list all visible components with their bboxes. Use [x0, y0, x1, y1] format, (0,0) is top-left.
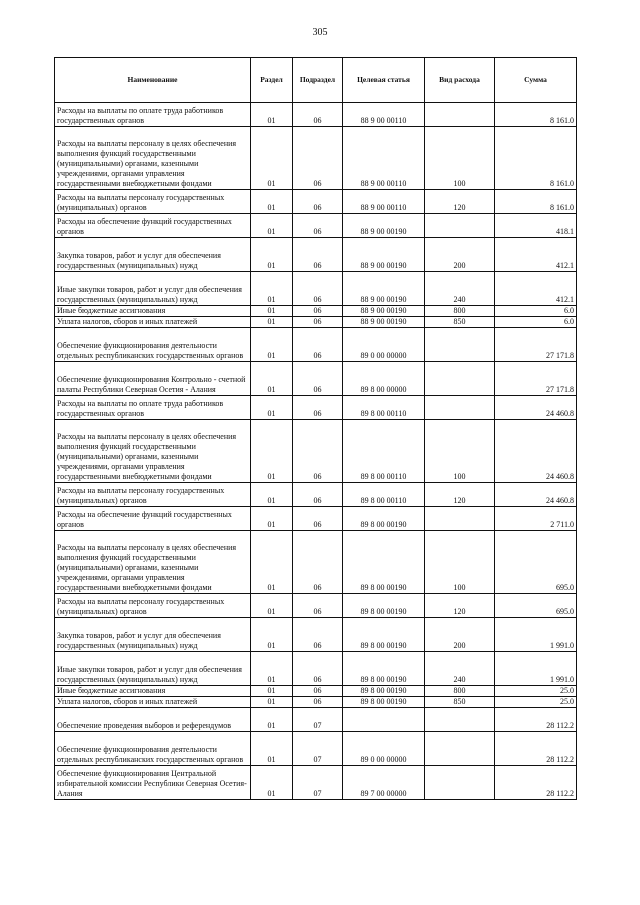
cell-summa: 27 171.8: [495, 362, 577, 396]
cell-razdel: 01: [251, 766, 293, 800]
cell-razdel: 01: [251, 272, 293, 306]
cell-summa: 412.1: [495, 238, 577, 272]
cell-vid: [425, 766, 495, 800]
cell-name: Обеспечение проведения выборов и референдумов: [55, 708, 251, 732]
table-row: [55, 483, 577, 507]
cell-statya: 88 9 00 00190: [343, 272, 425, 306]
cell-statya: 88 9 00 00190: [343, 317, 425, 328]
cell-summa: 28 112.2: [495, 732, 577, 766]
cell-statya: 89 8 00 00190: [343, 652, 425, 686]
cell-statya: 88 9 00 00110: [343, 103, 425, 127]
cell-razdel: 01: [251, 362, 293, 396]
table-row: [55, 103, 577, 127]
cell-podrazdel: 06: [293, 238, 343, 272]
cell-name: Расходы на обеспечение функций государственных органов: [55, 507, 251, 531]
cell-vid: 100: [425, 531, 495, 594]
table-row: [55, 686, 577, 697]
cell-vid: 800: [425, 306, 495, 317]
cell-name: Расходы на выплаты персоналу в целях обеспечения выполнения функций государственными (муниципальными) органами, казенными учреждениями, органами управления государственными внебюджетными фондами: [55, 420, 251, 483]
cell-summa: 6.0: [495, 306, 577, 317]
cell-statya: 89 0 00 00000: [343, 732, 425, 766]
table-row: [55, 306, 577, 317]
cell-vid: [425, 507, 495, 531]
header-name: Наименование: [55, 58, 251, 103]
cell-podrazdel: 06: [293, 306, 343, 317]
cell-razdel: 01: [251, 594, 293, 618]
cell-vid: [425, 362, 495, 396]
table-row: [55, 238, 577, 272]
cell-vid: [425, 103, 495, 127]
cell-statya: 88 9 00 00190: [343, 306, 425, 317]
cell-podrazdel: 06: [293, 697, 343, 708]
header-vid: Вид расхода: [425, 58, 495, 103]
cell-razdel: 01: [251, 708, 293, 732]
cell-podrazdel: 07: [293, 708, 343, 732]
table-row: [55, 190, 577, 214]
table-row: [55, 594, 577, 618]
cell-podrazdel: 06: [293, 618, 343, 652]
cell-summa: 6.0: [495, 317, 577, 328]
cell-vid: [425, 732, 495, 766]
cell-razdel: 01: [251, 483, 293, 507]
cell-vid: [425, 396, 495, 420]
cell-name: Расходы на выплаты персоналу в целях обеспечения выполнения функций государственными (муниципальными) органами, казенными учреждениями, органами управления государственными внебюджетными фондами: [55, 531, 251, 594]
cell-podrazdel: 06: [293, 420, 343, 483]
cell-summa: 8 161.0: [495, 103, 577, 127]
cell-podrazdel: 07: [293, 766, 343, 800]
cell-statya: 88 9 00 00110: [343, 127, 425, 190]
cell-vid: 120: [425, 594, 495, 618]
cell-name: Расходы на выплаты персоналу в целях обеспечения выполнения функций государственными (муниципальными) органами, казенными учреждениями, органами управления государственными внебюджетными фондами: [55, 127, 251, 190]
cell-podrazdel: 06: [293, 190, 343, 214]
cell-podrazdel: 06: [293, 652, 343, 686]
cell-razdel: 01: [251, 531, 293, 594]
cell-statya: 89 8 00 00110: [343, 483, 425, 507]
cell-statya: 89 8 00 00190: [343, 507, 425, 531]
cell-name: Иные бюджетные ассигнования: [55, 306, 251, 317]
cell-razdel: 01: [251, 618, 293, 652]
cell-statya: 89 8 00 00190: [343, 594, 425, 618]
cell-podrazdel: 06: [293, 127, 343, 190]
cell-podrazdel: 06: [293, 103, 343, 127]
cell-podrazdel: 07: [293, 732, 343, 766]
cell-podrazdel: 06: [293, 362, 343, 396]
cell-razdel: 01: [251, 507, 293, 531]
cell-summa: 27 171.8: [495, 328, 577, 362]
cell-summa: 24 460.8: [495, 483, 577, 507]
cell-statya: 89 0 00 00000: [343, 328, 425, 362]
cell-name: Расходы на выплаты по оплате труда работников государственных органов: [55, 396, 251, 420]
cell-name: Уплата налогов, сборов и иных платежей: [55, 317, 251, 328]
cell-podrazdel: 06: [293, 531, 343, 594]
cell-podrazdel: 06: [293, 507, 343, 531]
cell-summa: 695.0: [495, 531, 577, 594]
cell-name: Расходы на выплаты персоналу государственных (муниципальных) органов: [55, 190, 251, 214]
cell-podrazdel: 06: [293, 317, 343, 328]
table-row: [55, 618, 577, 652]
table-row: [55, 214, 577, 238]
cell-vid: 120: [425, 483, 495, 507]
cell-name: Обеспечение функционирования Контрольно - счетной палаты Республики Северная Осетия - Алания: [55, 362, 251, 396]
table-row: [55, 732, 577, 766]
cell-summa: 25.0: [495, 686, 577, 697]
header-summa: Сумма: [495, 58, 577, 103]
table-row: [55, 697, 577, 708]
cell-vid: 850: [425, 317, 495, 328]
cell-vid: [425, 708, 495, 732]
cell-statya: 89 8 00 00190: [343, 531, 425, 594]
cell-name: Закупка товаров, работ и услуг для обеспечения государственных (муниципальных) нужд: [55, 238, 251, 272]
table-row: [55, 362, 577, 396]
cell-statya: 89 8 00 00190: [343, 697, 425, 708]
cell-summa: 24 460.8: [495, 396, 577, 420]
cell-vid: 240: [425, 272, 495, 306]
table-row: [55, 127, 577, 190]
cell-statya: 89 8 00 00110: [343, 420, 425, 483]
cell-statya: 89 8 00 00190: [343, 618, 425, 652]
cell-razdel: 01: [251, 686, 293, 697]
cell-name: Расходы на выплаты по оплате труда работников государственных органов: [55, 103, 251, 127]
cell-statya: 88 9 00 00190: [343, 238, 425, 272]
cell-razdel: 01: [251, 190, 293, 214]
cell-vid: [425, 214, 495, 238]
table-row: [55, 272, 577, 306]
cell-razdel: 01: [251, 127, 293, 190]
table-row: [55, 708, 577, 732]
cell-statya: [343, 708, 425, 732]
cell-name: Расходы на выплаты персоналу государственных (муниципальных) органов: [55, 594, 251, 618]
cell-vid: 100: [425, 127, 495, 190]
cell-razdel: 01: [251, 697, 293, 708]
cell-razdel: 01: [251, 306, 293, 317]
cell-razdel: 01: [251, 732, 293, 766]
cell-name: Обеспечение функционирования деятельности отдельных республиканских государственных органов: [55, 328, 251, 362]
cell-vid: 100: [425, 420, 495, 483]
cell-vid: 850: [425, 697, 495, 708]
cell-razdel: 01: [251, 652, 293, 686]
cell-podrazdel: 06: [293, 594, 343, 618]
cell-summa: 8 161.0: [495, 127, 577, 190]
cell-summa: 1 991.0: [495, 618, 577, 652]
cell-vid: 800: [425, 686, 495, 697]
table-row: [55, 317, 577, 328]
cell-summa: 695.0: [495, 594, 577, 618]
cell-vid: 200: [425, 238, 495, 272]
header-statya: Целевая статья: [343, 58, 425, 103]
cell-razdel: 01: [251, 238, 293, 272]
cell-name: Уплата налогов, сборов и иных платежей: [55, 697, 251, 708]
cell-name: Обеспечение функционирования деятельности отдельных республиканских государственных органов: [55, 732, 251, 766]
cell-vid: 200: [425, 618, 495, 652]
table-row: [55, 766, 577, 800]
cell-razdel: 01: [251, 103, 293, 127]
cell-name: Обеспечение функционирования Центральной избирательной комиссии Республики Северная Осетия-Алания: [55, 766, 251, 800]
table-header-row: [55, 58, 577, 103]
cell-vid: [425, 328, 495, 362]
cell-summa: 412.1: [495, 272, 577, 306]
cell-podrazdel: 06: [293, 483, 343, 507]
page-number: 305: [312, 27, 328, 38]
cell-razdel: 01: [251, 317, 293, 328]
cell-statya: 88 9 00 00190: [343, 214, 425, 238]
cell-razdel: 01: [251, 328, 293, 362]
cell-vid: 120: [425, 190, 495, 214]
cell-summa: 2 711.0: [495, 507, 577, 531]
cell-statya: 89 8 00 00190: [343, 686, 425, 697]
cell-summa: 8 161.0: [495, 190, 577, 214]
cell-name: Закупка товаров, работ и услуг для обеспечения государственных (муниципальных) нужд: [55, 618, 251, 652]
table-row: [55, 396, 577, 420]
table-row: [55, 652, 577, 686]
cell-podrazdel: 06: [293, 272, 343, 306]
table-row: [55, 328, 577, 362]
table-row: [55, 420, 577, 483]
cell-razdel: 01: [251, 420, 293, 483]
cell-razdel: 01: [251, 214, 293, 238]
cell-podrazdel: 06: [293, 328, 343, 362]
header-razdel: Раздел: [251, 58, 293, 103]
table-row: [55, 507, 577, 531]
cell-summa: 28 112.2: [495, 708, 577, 732]
header-podrazdel: Подраздел: [293, 58, 343, 103]
cell-name: Иные бюджетные ассигнования: [55, 686, 251, 697]
cell-razdel: 01: [251, 396, 293, 420]
cell-statya: 89 8 00 00110: [343, 396, 425, 420]
cell-summa: 418.1: [495, 214, 577, 238]
cell-podrazdel: 06: [293, 396, 343, 420]
cell-statya: 88 9 00 00110: [343, 190, 425, 214]
cell-statya: 89 7 00 00000: [343, 766, 425, 800]
cell-summa: 1 991.0: [495, 652, 577, 686]
cell-summa: 24 460.8: [495, 420, 577, 483]
cell-vid: 240: [425, 652, 495, 686]
cell-name: Иные закупки товаров, работ и услуг для обеспечения государственных (муниципальных) нужд: [55, 272, 251, 306]
table-row: [55, 531, 577, 594]
cell-name: Расходы на выплаты персоналу государственных (муниципальных) органов: [55, 483, 251, 507]
cell-summa: 25.0: [495, 697, 577, 708]
budget-table: [54, 57, 577, 800]
cell-name: Иные закупки товаров, работ и услуг для обеспечения государственных (муниципальных) нужд: [55, 652, 251, 686]
cell-podrazdel: 06: [293, 214, 343, 238]
cell-podrazdel: 06: [293, 686, 343, 697]
cell-statya: 89 8 00 00000: [343, 362, 425, 396]
cell-summa: 28 112.2: [495, 766, 577, 800]
cell-name: Расходы на обеспечение функций государственных органов: [55, 214, 251, 238]
